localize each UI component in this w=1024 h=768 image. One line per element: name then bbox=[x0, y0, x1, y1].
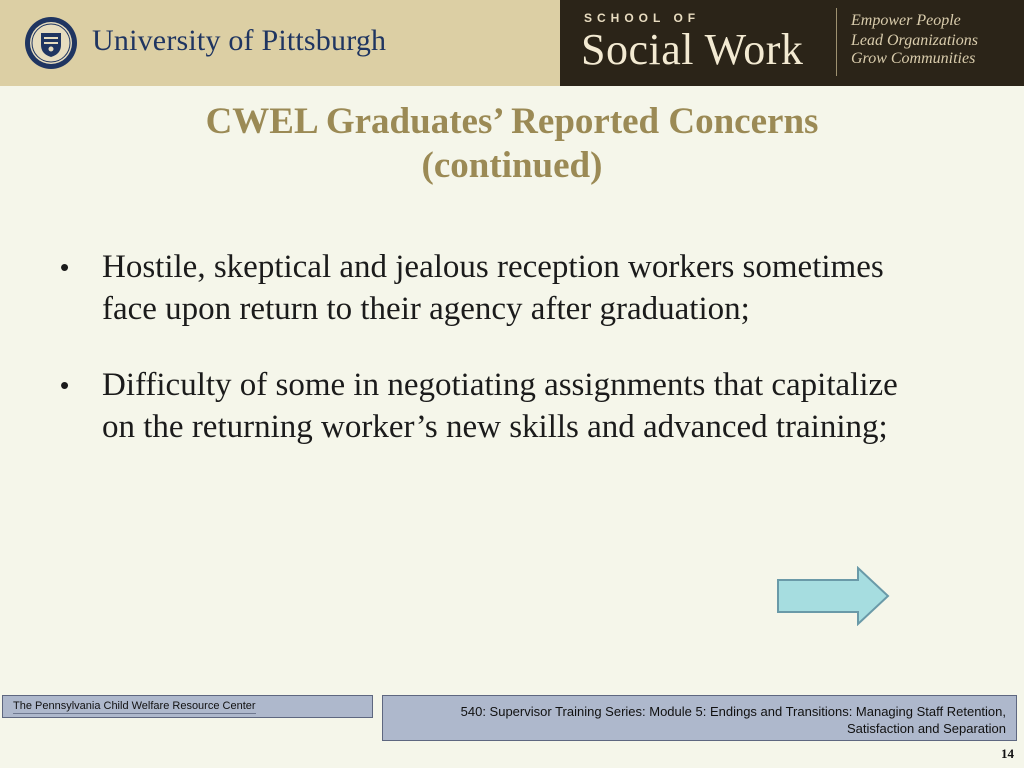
header-divider bbox=[836, 8, 837, 76]
page-number: 14 bbox=[1001, 746, 1014, 761]
footer-course bbox=[382, 695, 1017, 741]
bullet-item bbox=[60, 364, 920, 448]
bullet-item bbox=[60, 246, 920, 330]
footer-organization-text: The Pennsylvania Child Welfare Resource Center bbox=[13, 700, 256, 712]
bullet-list bbox=[60, 246, 920, 482]
footer-course-line-1: 540: Supervisor Training Series: Module 5: Endings and Transitions: Managing Staff Retention, bbox=[460, 704, 1006, 719]
tagline-1: Empower People bbox=[851, 12, 961, 29]
university-banner bbox=[0, 0, 560, 86]
bullet-text: Difficulty of some in negotiating assignments that capitalize on the returning worker’s new skills and advanced training; bbox=[102, 367, 898, 445]
university-seal-icon bbox=[24, 16, 78, 70]
university-name: University of Pittsburgh bbox=[92, 24, 387, 57]
right-arrow-icon[interactable] bbox=[776, 566, 890, 626]
bullet-text: Hostile, skeptical and jealous reception workers sometimes face upon return to their agency after graduation; bbox=[102, 249, 884, 327]
header-banner bbox=[0, 0, 1024, 86]
slide-title bbox=[100, 100, 924, 188]
footer-course-line-2: Satisfaction and Separation bbox=[847, 721, 1006, 736]
slide-title-line-1: CWEL Graduates’ Reported Concerns bbox=[205, 101, 819, 142]
tagline-3: Grow Communities bbox=[851, 50, 976, 67]
school-prefix: SCHOOL OF bbox=[584, 11, 701, 25]
school-name: Social Work bbox=[581, 25, 804, 74]
slide-title-line-2: (continued) bbox=[421, 145, 603, 186]
bullet-marker: • bbox=[60, 370, 70, 400]
bullet-marker: • bbox=[60, 252, 70, 282]
tagline-2: Lead Organizations bbox=[851, 32, 978, 49]
footer-organization bbox=[2, 695, 373, 718]
